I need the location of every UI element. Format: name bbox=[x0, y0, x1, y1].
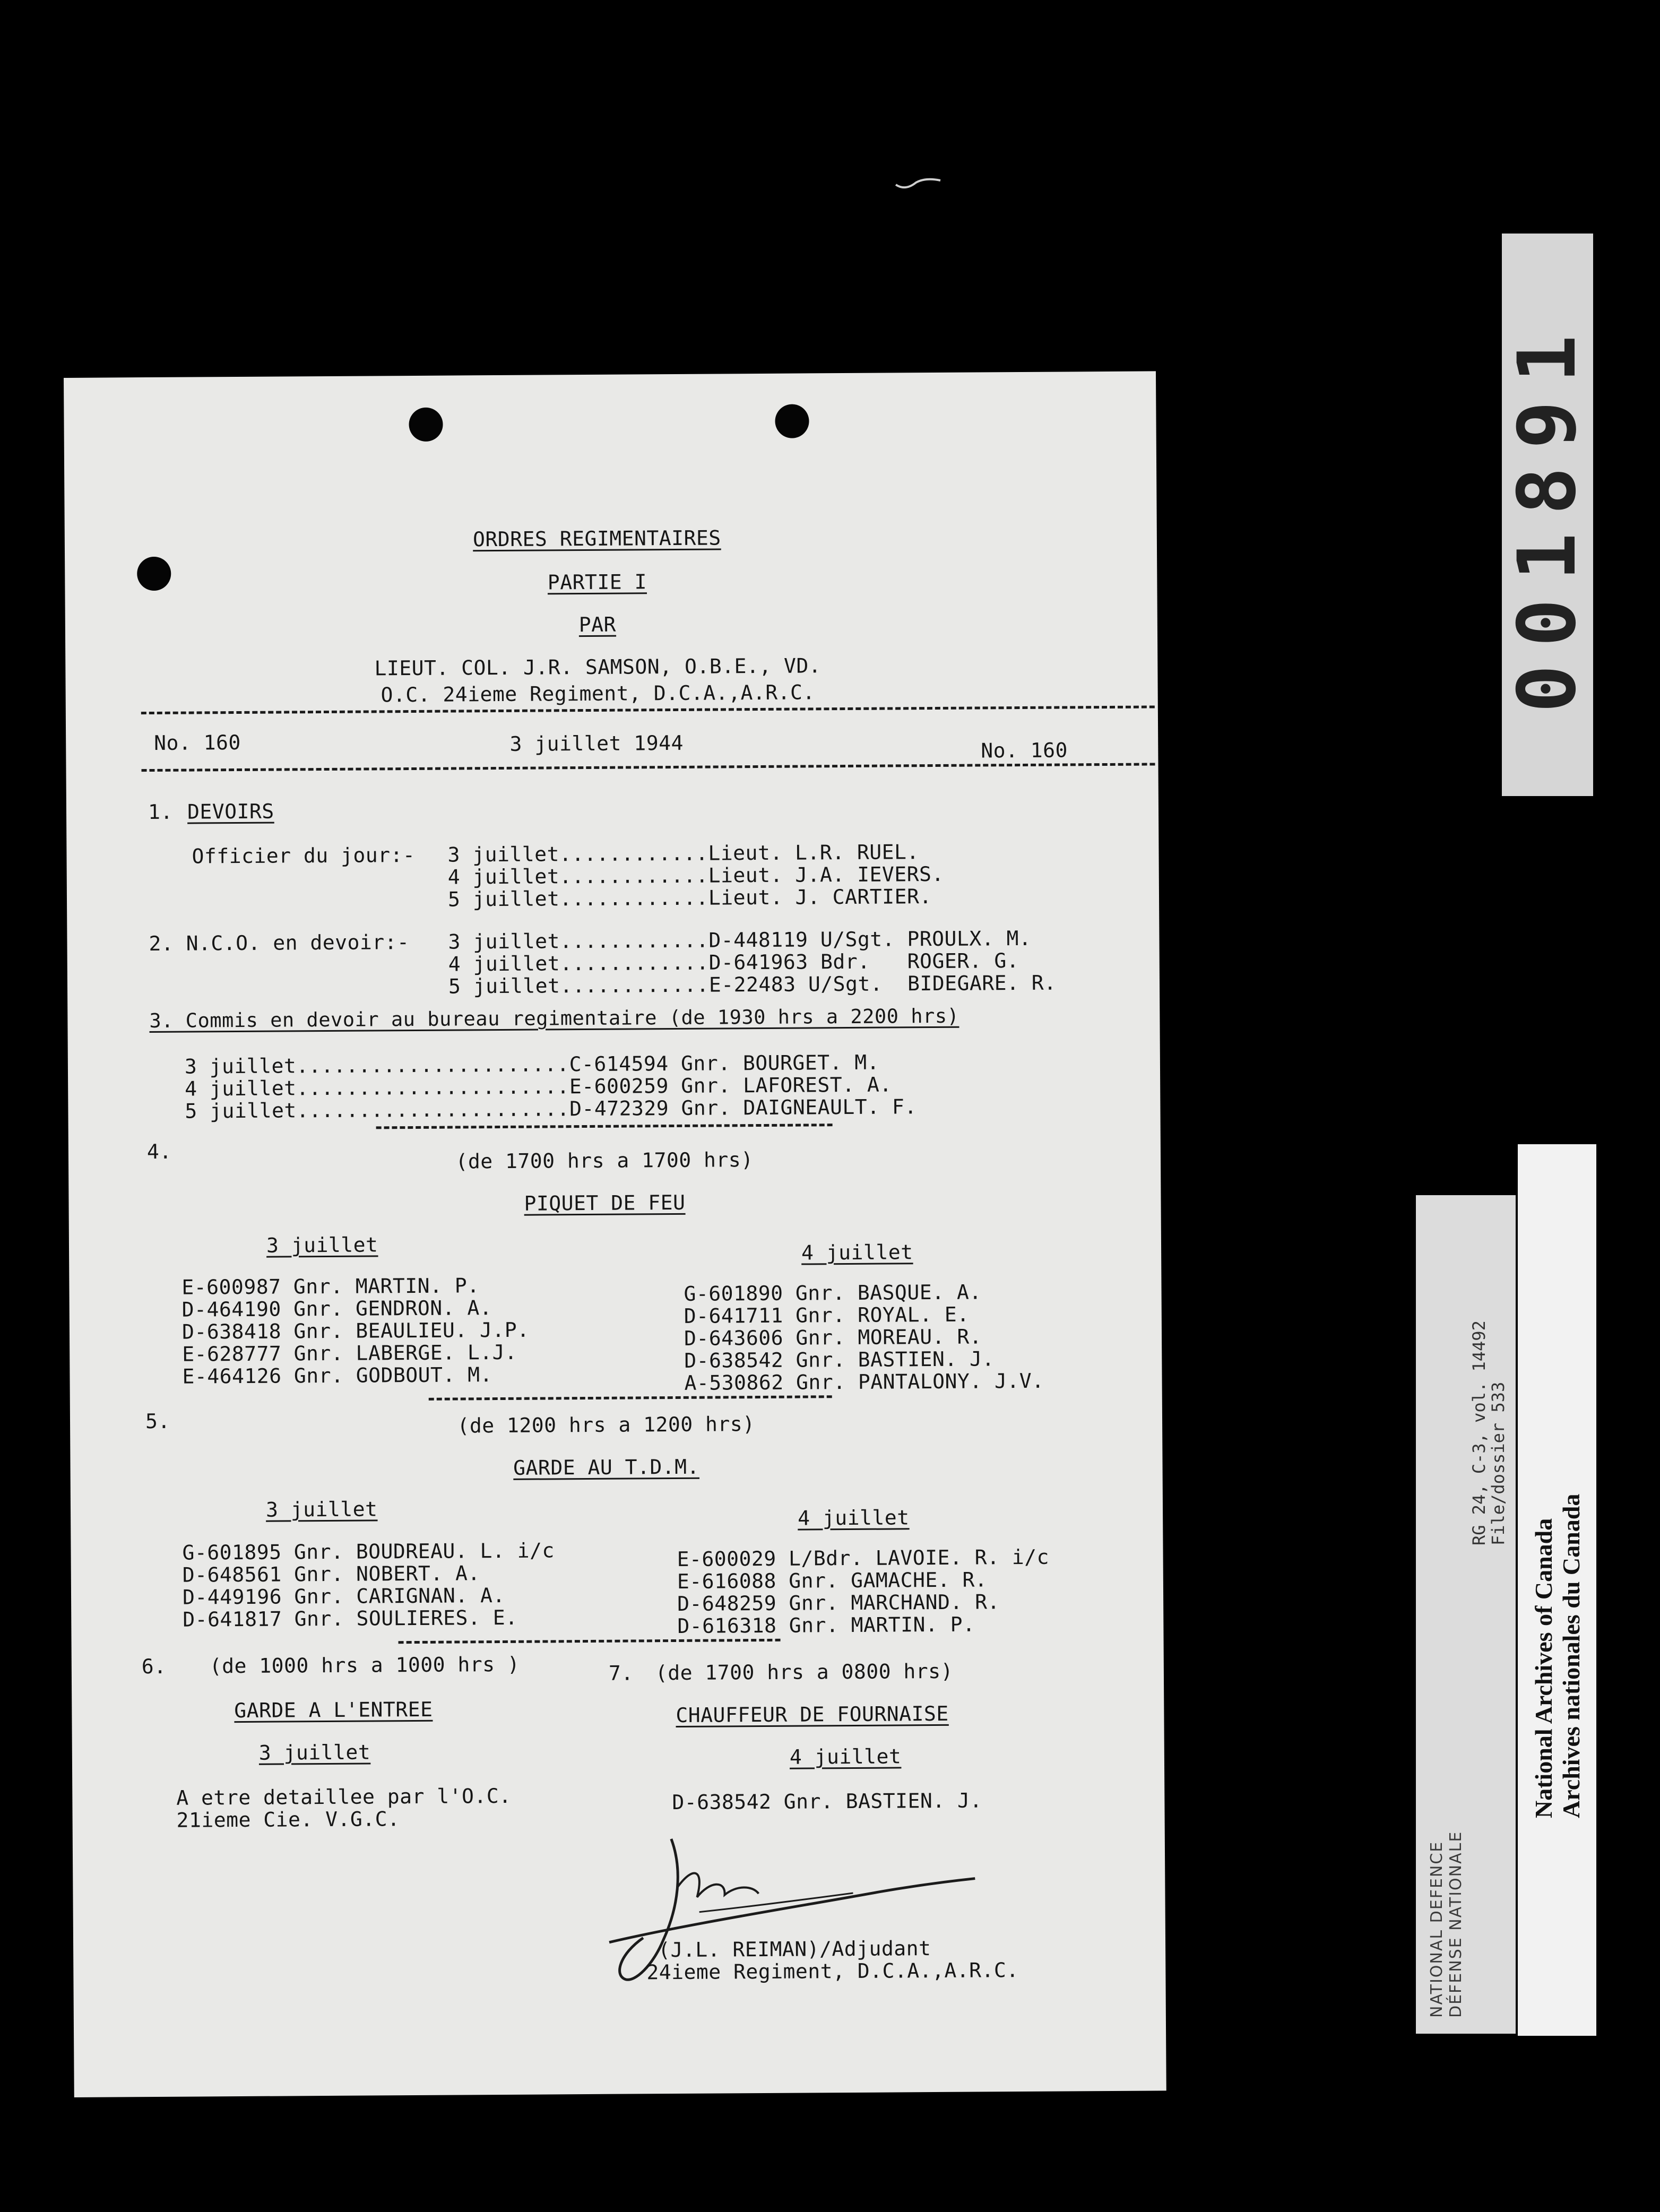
tdm-date-left: 3 juillet bbox=[265, 1497, 378, 1522]
archives-name: Archives nationales du Canada bbox=[1558, 1493, 1585, 1818]
chauffeur-hours: (de 1700 hrs a 0800 hrs) bbox=[655, 1659, 954, 1685]
duty-row: 3 juillet............D-448119 U/Sgt. PROULX. M. bbox=[448, 926, 1032, 954]
defence-line: NATIONAL DEFENCE bbox=[1428, 1841, 1446, 2018]
commis-row: 4 juillet......................E-600259 Gnr. LAFOREST. A. bbox=[185, 1073, 892, 1101]
entree-line: A etre detaillee par l'O.C. bbox=[176, 1784, 512, 1810]
devoirs-heading: DEVOIRS bbox=[187, 799, 274, 824]
roster-row: D-638418 Gnr. BEAULIEU. J.P. bbox=[181, 1318, 530, 1344]
roster-row: D-648259 Gnr. MARCHAND. R. bbox=[677, 1590, 1000, 1615]
duty-row: 4 juillet............D-641963 Bdr. ROGER. G. bbox=[448, 949, 1019, 976]
chauffeur-row: D-638542 Gnr. BASTIEN. J. bbox=[672, 1788, 982, 1814]
divider bbox=[141, 705, 1155, 714]
roster-row: E-616088 Gnr. GAMACHE. R. bbox=[677, 1568, 988, 1593]
archives-name: National Archives of Canada bbox=[1530, 1518, 1557, 1818]
roster-row: E-600029 L/Bdr. LAVOIE. R. i/c bbox=[677, 1545, 1050, 1571]
tdm-heading: GARDE AU T.D.M. bbox=[513, 1455, 700, 1480]
roster-row: D-464190 Gnr. GENDRON. A. bbox=[181, 1296, 492, 1321]
entree-date: 3 juillet bbox=[258, 1740, 371, 1765]
tdm-date-right: 4 juillet bbox=[798, 1506, 910, 1530]
duty-row: 5 juillet............E-22483 U/Sgt. BIDEGARE. R. bbox=[448, 971, 1057, 998]
punch-hole bbox=[137, 557, 171, 591]
frame-number-stamp bbox=[1502, 234, 1593, 796]
roster-row: G-601890 Gnr. BASQUE. A. bbox=[684, 1280, 982, 1306]
archive-reference-label bbox=[1416, 1195, 1516, 2034]
chauffeur-date: 4 juillet bbox=[789, 1744, 902, 1769]
entree-hours: (de 1000 hrs a 1000 hrs ) bbox=[209, 1652, 520, 1678]
document-page bbox=[64, 371, 1166, 2097]
divider bbox=[399, 1639, 781, 1644]
order-number-right: No. 160 bbox=[981, 738, 1068, 763]
roster-row: D-616318 Gnr. MARTIN. P. bbox=[677, 1612, 975, 1638]
specimen-mark bbox=[895, 175, 941, 191]
piquet-date-left: 3 juillet bbox=[266, 1233, 378, 1257]
order-date: 3 juillet 1944 bbox=[509, 731, 684, 756]
frame-number: 001891 bbox=[1501, 317, 1594, 713]
commis-row: 5 juillet......................D-472329 Gnr. DAIGNEAULT. F. bbox=[185, 1095, 917, 1123]
roster-row: D-641817 Gnr. SOULIERES. E. bbox=[183, 1605, 518, 1631]
document-title: ORDRES REGIMENTAIRES bbox=[472, 526, 721, 551]
par-heading: PAR bbox=[578, 612, 617, 637]
roster-row: D-449196 Gnr. CARIGNAN. A. bbox=[182, 1583, 505, 1609]
part-heading: PARTIE I bbox=[547, 570, 647, 594]
duty-row: 5 juillet............Lieut. J. CARTIER. bbox=[447, 885, 932, 911]
divider bbox=[376, 1124, 833, 1129]
roster-row: D-641711 Gnr. ROYAL. E. bbox=[684, 1302, 970, 1328]
duty-row: 4 juillet............Lieut. J.A. IEVERS. bbox=[447, 862, 945, 889]
roster-row: E-628777 Gnr. LABERGE. L.J. bbox=[182, 1340, 517, 1366]
officier-label: Officier du jour:- bbox=[192, 843, 416, 868]
archives-name-label bbox=[1518, 1144, 1596, 2036]
entree-heading: GARDE A L'ENTREE bbox=[234, 1697, 433, 1723]
section-number: 5. bbox=[145, 1409, 170, 1433]
piquet-heading: PIQUET DE FEU bbox=[524, 1190, 686, 1215]
duty-row: 3 juillet............Lieut. L.R. RUEL. bbox=[447, 840, 919, 867]
commis-row: 3 juillet......................C-614594 Gnr. BOURGET. M. bbox=[184, 1050, 880, 1078]
entree-line: 21ieme Cie. V.G.C. bbox=[176, 1807, 400, 1832]
tdm-hours: (de 1200 hrs a 1200 hrs) bbox=[457, 1412, 755, 1438]
punch-hole bbox=[409, 408, 443, 442]
order-number-left: No. 160 bbox=[154, 730, 241, 755]
nco-label: 2. N.C.O. en devoir:- bbox=[149, 930, 410, 956]
section-number: 6. bbox=[141, 1654, 167, 1679]
commander-line: LIEUT. COL. J.R. SAMSON, O.B.E., VD. bbox=[374, 654, 822, 680]
roster-row: D-638542 Gnr. BASTIEN. J. bbox=[684, 1347, 995, 1372]
defence-line: DÉFENSE NATIONALE bbox=[1447, 1830, 1465, 2018]
section-number: 7. bbox=[608, 1661, 634, 1685]
roster-row: E-464126 Gnr. GODBOUT. M. bbox=[182, 1363, 493, 1388]
punch-hole bbox=[775, 404, 809, 438]
divider bbox=[429, 1395, 832, 1401]
unit-line: O.C. 24ieme Regiment, D.C.A.,A.R.C. bbox=[381, 680, 815, 707]
reference-line: RG 24, C-3, vol. 14492 bbox=[1469, 1320, 1489, 1545]
roster-row: A-530862 Gnr. PANTALONY. J.V. bbox=[684, 1369, 1044, 1395]
chauffeur-heading: CHAUFFEUR DE FOURNAISE bbox=[676, 1701, 949, 1727]
section-number: 1. bbox=[148, 800, 173, 824]
signatory-name: (J.L. REIMAN)/Adjudant bbox=[658, 1937, 931, 1962]
signatory-unit: 24ieme Regiment, D.C.A.,A.R.C. bbox=[646, 1958, 1019, 1984]
roster-row: D-643606 Gnr. MOREAU. R. bbox=[684, 1325, 982, 1350]
commis-heading: 3. Commis en devoir au bureau regimentaire (de 1930 hrs a 2200 hrs) bbox=[149, 1004, 959, 1033]
divider bbox=[142, 763, 1155, 772]
piquet-hours: (de 1700 hrs a 1700 hrs) bbox=[455, 1148, 754, 1173]
section-number: 4. bbox=[146, 1139, 172, 1164]
reference-line: File/dossier 533 bbox=[1488, 1381, 1508, 1545]
roster-row: G-601895 Gnr. BOUDREAU. L. i/c bbox=[182, 1539, 555, 1565]
roster-row: E-600987 Gnr. MARTIN. P. bbox=[181, 1274, 480, 1299]
piquet-date-right: 4 juillet bbox=[801, 1240, 913, 1265]
roster-row: D-648561 Gnr. NOBERT. A. bbox=[182, 1561, 480, 1587]
